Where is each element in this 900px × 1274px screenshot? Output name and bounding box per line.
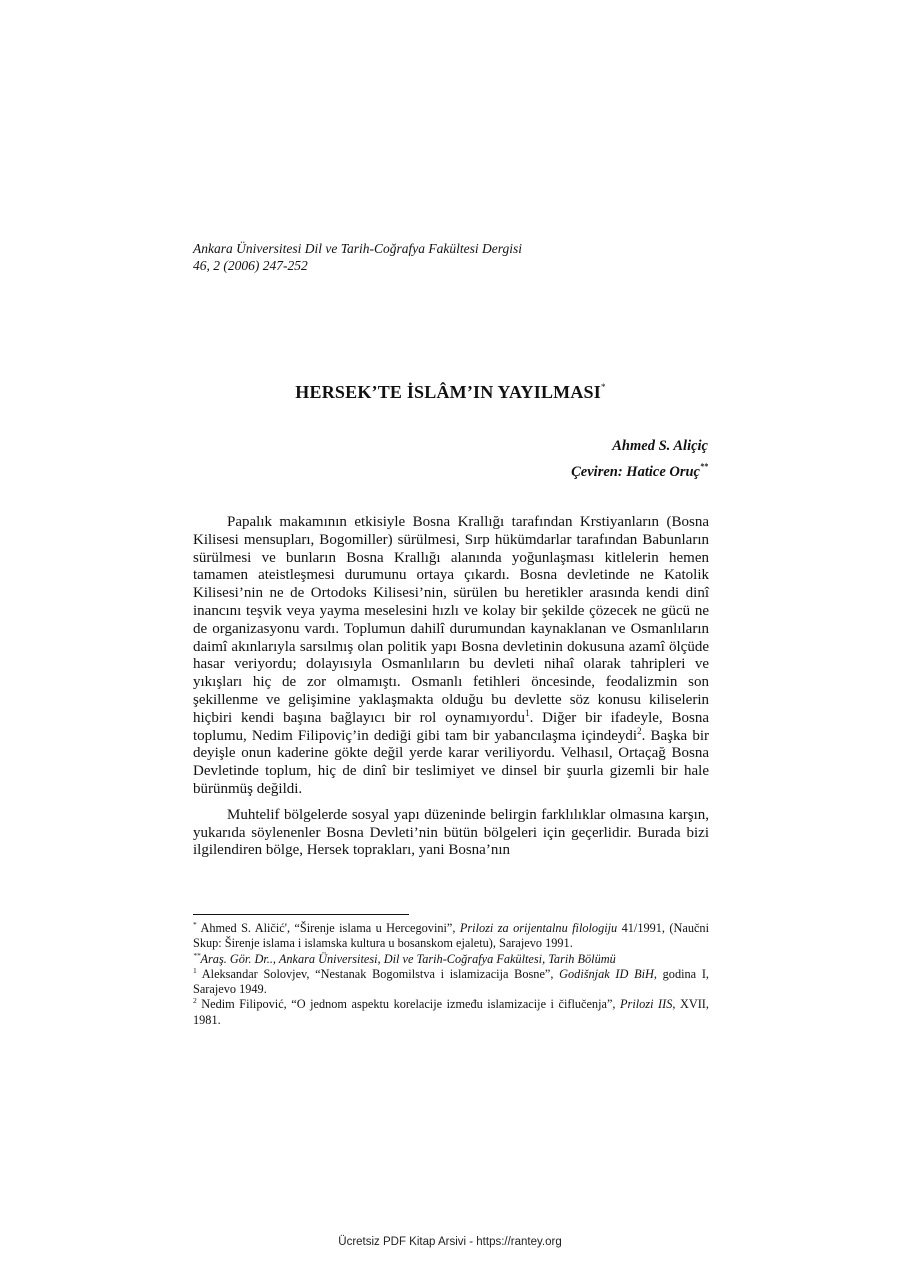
title-footnote-mark[interactable]: * (600, 382, 606, 392)
footnote-star (193, 921, 709, 952)
paragraph-1-part-b: . Diğer bir ifadeyle, Bosna toplumu, Nedim Filipoviç’in dediği gibi tam bir yabancılaşma içindeydi (193, 709, 709, 744)
footnote-2 (193, 997, 709, 1028)
journal-name: Ankara Üniversitesi Dil ve Tarih-Coğrafya Fakültesi Dergisi (193, 241, 522, 256)
footnote-1-mark: 1 (193, 965, 197, 975)
translator (571, 462, 708, 481)
footnote-1 (193, 967, 709, 998)
paragraph-2: Muhtelif bölgelerde sosyal yapı düzeninde belirgin farklılıklar olmasına karşın, yukarıda söylenenler Bosna Devleti’nin bütün bölgeleri için geçerlidir. Burada bizi ilgilendiren bölge, Hersek toprakları, yani Bosna’nın (193, 806, 709, 859)
footnote-2-text-b: , XVII, 1981. (193, 997, 709, 1027)
footnote-1-journal: Godišnjak ID BiH (559, 966, 654, 981)
paragraph-1-part-c: . Başka bir deyişle onun kaderine gökte değil yerde karar veriliyordu. Velhasıl, Ortaçağ Bosna Devletinde toplum, hiç de dinî bir teslimiyet ve dinsel bir şuurla gizemli bir hale bürünmüş değildi. (193, 727, 709, 797)
footnote-ref-1[interactable]: 1 (525, 707, 530, 718)
footnote-ref-2[interactable]: 2 (637, 725, 642, 736)
footnote-double-star-mark: ** (193, 950, 201, 960)
footnote-star-text-a: Ahmed S. Aličić', “Širenje islama u Hercegovini”, (196, 921, 460, 935)
footnote-1-text-b: , godina I, Sarajevo 1949. (193, 966, 709, 997)
footnotes (193, 921, 709, 1028)
journal-volume: 46, 2 (2006) 247-252 (193, 258, 308, 273)
translator-footnote-mark[interactable]: ** (700, 462, 708, 471)
paragraph-1 (193, 514, 709, 799)
footnote-2-journal: Prilozi IIS (620, 997, 673, 1012)
footnote-double-star-text: Araş. Gör. Dr.., Ankara Üniversitesi, Dil ve Tarih-Coğrafya Fakültesi, Tarih Bölümü (200, 951, 616, 966)
page-footer-watermark: Ücretsiz PDF Kitap Arsivi - https://rantey.org (338, 1236, 562, 1248)
footnote-2-text-a: Nedim Filipović, “O jednom aspektu korelacije između islamizacije i čiflučenja”, (196, 997, 621, 1012)
footnote-star-journal: Prilozi za orijentalnu filologiju (459, 921, 618, 935)
article-title-text: HERSEK’TE İSLÂM’IN YAYILMASI (295, 382, 601, 402)
paragraph-1-part-a: Papalık makamının etkisiyle Bosna Krallığı tarafından Krstiyanların (Bosna Kilisesi mensupları, Bogomiller) sürülmesi, Sırp hükümdarlar tarafından Babunların sürülmesi ve bunların Bosna Krallığı alanında yoğunlaşması kitlelerin hemen tamamen ateistleşmesi durumunu ortaya çıkardı. Bosna devletinde ne Katolik Kilisesi’nin ne de Ortodoks Kilisesi’nin, sürülen bu heretikler arasında kendi dinî inancını teşvik veya yayma meselesini hızlı ve kolay bir şekilde çözecek ne gücü ne de organizasyonu vardı. Toplumun dahilî durumundan kaynaklanan ve Osmanlıların daimî akınlarıyla sarsılmış olan politik yapı Bosna devletinin dokusuna azamî ölçüde hasar veriyordu; dolayısıyla Osmanlıların bu devleti nihaî olarak tahripleri ve yıkışları hiç de zor olmamıştı. Osmanlı fetihleri öncesinde, feodalizmin son şekillenme ve gelişimine yaklaşmakta olduğu bu devlette söz konusu kiliselerin hiçbiri kendi başına bağlayıcı bir rol oynamıyordu (193, 514, 709, 726)
footnote-1-text-a: Aleksandar Solovjev, “Nestanak Bogomilstva i islamizacija Bosne”, (196, 966, 560, 981)
translator-text: Çeviren: Hatice Oruç (571, 464, 700, 480)
footnote-star-mark: * (193, 920, 197, 929)
article-body (193, 514, 709, 868)
footnote-2-mark: 2 (193, 996, 197, 1006)
footnote-star-text-b: 41/1991, (Naučni Skup: Širenje islama i islamska kultura u bosanskom ejaletu), Sarajevo 1991. (193, 921, 709, 951)
article-title (193, 382, 708, 403)
footnote-double-star (193, 952, 709, 967)
author-name: Ahmed S. Aliçiç (612, 438, 708, 454)
footnote-separator (193, 914, 409, 915)
journal-citation (193, 240, 522, 274)
